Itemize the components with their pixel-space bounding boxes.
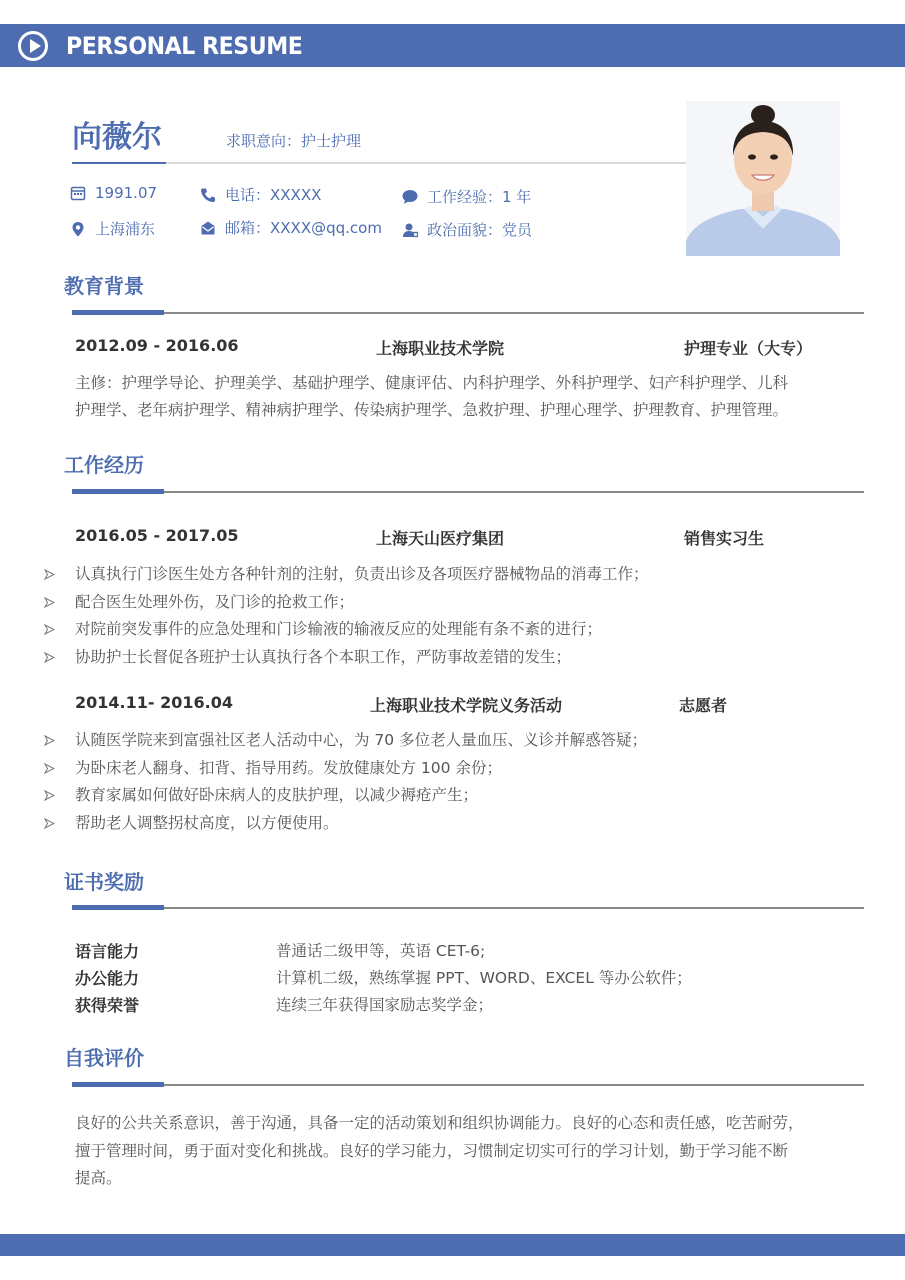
- cert-label: 办公能力: [75, 969, 140, 988]
- footer-bar: [0, 1234, 905, 1256]
- header-title: PERSONAL RESUME: [66, 32, 303, 60]
- email-text: 邮箱：XXXX@qq.com: [225, 219, 382, 237]
- politics-info: [402, 219, 532, 240]
- job-duties-list: [44, 561, 649, 671]
- birth-info: [70, 184, 157, 202]
- list-item: [44, 644, 649, 672]
- chat-icon: [402, 189, 418, 205]
- list-item: [44, 616, 649, 644]
- self-eval-divider: [72, 1084, 864, 1086]
- cert-label: 语言能力: [75, 942, 140, 961]
- education-divider: [72, 312, 864, 314]
- list-item-text: 帮助老人调整拐杖高度，以方便使用。: [75, 813, 339, 832]
- job-role: 志愿者: [679, 696, 728, 715]
- profile-photo: [686, 101, 840, 256]
- self-eval-line: 擅于管理时间，勇于面对变化和挑战。良好的学习能力，习惯制定切实可行的学习计划，勤于学习能不断: [75, 1141, 789, 1160]
- self-eval-line: 良好的公共关系意识，善于沟通，具备一定的活动策划和组织协调能力。良好的心态和责任感，吃苦耐劳，: [75, 1114, 804, 1132]
- job-org: 上海天山医疗集团: [376, 529, 505, 548]
- person-icon: [402, 222, 418, 238]
- arrow-bullet-icon: [44, 652, 55, 663]
- list-item-text: 认随医学院来到富强社区老人活动中心，为 70 多位老人量血压、义诊并解惑答疑；: [75, 731, 648, 749]
- arrow-bullet-icon: [44, 569, 55, 580]
- play-icon: [18, 31, 48, 61]
- arrow-bullet-icon: [44, 735, 55, 746]
- cert-value: 连续三年获得国家励志奖学金；: [276, 996, 494, 1014]
- list-item: [44, 782, 647, 810]
- calendar-icon: [70, 185, 86, 201]
- education-divider-accent: [72, 310, 164, 315]
- education-courses: [75, 370, 865, 424]
- list-item: [44, 727, 647, 755]
- self-eval-heading: 自我评价: [64, 1046, 144, 1070]
- list-item-text: 认真执行门诊医生处方各种针剂的注射，负责出诊及各项医疗器械物品的消毒工作；: [75, 565, 649, 583]
- phone-icon: [200, 187, 216, 203]
- experience-text: 工作经验：1 年: [427, 188, 532, 206]
- courses-line: 主修：护理学导论、护理美学、基础护理学、健康评估、内科护理学、外科护理学、妇产科护理学、儿科: [75, 374, 789, 392]
- cert-value: 普通话二级甲等，英语 CET-6;: [276, 942, 486, 960]
- arrow-bullet-icon: [44, 818, 55, 829]
- experience-info: [402, 186, 531, 207]
- education-major: 护理专业（大专）: [684, 339, 813, 358]
- list-item: [44, 810, 647, 838]
- arrow-bullet-icon: [44, 763, 55, 774]
- list-item: [44, 561, 649, 589]
- email-info: [200, 217, 382, 238]
- portrait-illustration: [686, 101, 840, 256]
- arrow-bullet-icon: [44, 790, 55, 801]
- location-info: [70, 218, 155, 239]
- list-item-text: 对院前突发事件的应急处理和门诊输液的输液反应的处理能有条不紊的进行；: [75, 620, 603, 638]
- candidate-name: 向薇尔: [72, 120, 162, 155]
- work-divider: [72, 491, 864, 493]
- self-eval-line: 提高。: [75, 1169, 122, 1187]
- arrow-bullet-icon: [44, 597, 55, 608]
- self-eval-text: [75, 1110, 865, 1193]
- name-divider-accent: [72, 162, 166, 164]
- self-eval-divider-accent: [72, 1082, 164, 1087]
- job-duties-list: [44, 727, 647, 837]
- list-item-text: 配合医生处理外伤，及门诊的抢救工作；: [75, 592, 355, 611]
- location-pin-icon: [70, 221, 86, 237]
- list-item: [44, 589, 649, 617]
- education-period: 2012.09 - 2016.06: [75, 336, 239, 355]
- cert-label: 获得荣誉: [75, 996, 140, 1015]
- birth-text: 1991.07: [95, 184, 158, 202]
- work-divider-accent: [72, 489, 164, 494]
- list-item-text: 教育家属如何做好卧床病人的皮肤护理，以减少褥疮产生；: [75, 786, 479, 804]
- phone-info: [200, 184, 321, 205]
- phone-text: 电话：XXXXX: [225, 186, 322, 204]
- location-text: 上海浦东: [95, 220, 156, 238]
- politics-text: 政治面貌：党员: [427, 221, 533, 239]
- cert-value: 计算机二级，熟练掌握 PPT、WORD、EXCEL 等办公软件；: [276, 969, 692, 987]
- arrow-bullet-icon: [44, 624, 55, 635]
- list-item-text: 协助护士长督促各班护士认真执行各个本职工作，严防事故差错的发生；: [75, 647, 572, 666]
- work-heading: 工作经历: [64, 453, 144, 477]
- certs-divider: [72, 907, 864, 909]
- header-bar: [0, 24, 905, 67]
- job-role: 销售实习生: [684, 529, 765, 548]
- certs-divider-accent: [72, 905, 164, 910]
- job-period: 2016.05 - 2017.05: [75, 526, 239, 545]
- mail-icon: [200, 220, 216, 236]
- job-intent: 求职意向：护士护理: [226, 132, 362, 150]
- job-org: 上海职业技术学院义务活动: [370, 696, 563, 715]
- list-item-text: 为卧床老人翻身、扣背、指导用药。发放健康处方 100 余份；: [75, 758, 502, 777]
- education-heading: 教育背景: [64, 274, 144, 298]
- list-item: [44, 755, 647, 783]
- courses-line: 护理学、老年病护理学、精神病护理学、传染病护理学、急救护理、护理心理学、护理教育、护理管理。: [75, 401, 789, 419]
- job-period: 2014.11- 2016.04: [75, 693, 233, 712]
- education-school: 上海职业技术学院: [376, 339, 505, 358]
- certs-heading: 证书奖励: [64, 870, 144, 894]
